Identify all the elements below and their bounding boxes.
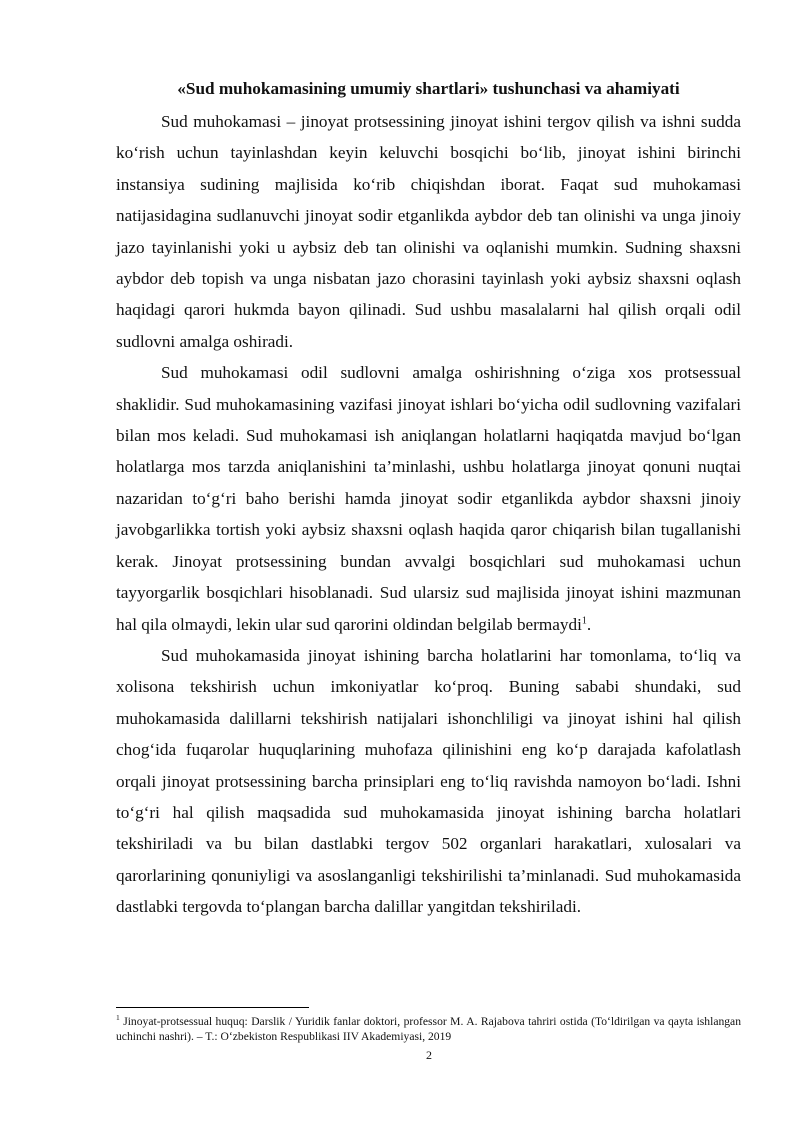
paragraph-3: Sud muhokamasida jinoyat ishining barcha holatlarini har tomonlama, to‘liq va xolisona tekshirish uchun imkoniyatlar ko‘proq. Buning sababi shundaki, sud muhokamasida dalillarni tekshirish natijalari ishonchliligi va jinoyat ishini hal qilish chog‘ida fuqarolar huquqlarining muhofaza qilinishini eng ko‘p darajada kafolatlash orqali jinoyat protsessining barcha prinsiplari eng to‘liq ravishda namoyon bo‘ladi. Ishni to‘g‘ri hal qilish maqsadida sud muhokamasida jinoyat ishining barcha holatlari tekshiriladi va bu bilan dastlabki tergov 502 organlari harakatlari, xulosalari va qarorlarining qonuniyligi va asoslanganligi tekshirilishi ta’minlanadi. Sud muhokamasida dastlabki tergovda to‘plangan barcha dalillar yangitdan tekshiriladi. bbox=[116, 645, 741, 917]
paragraph-1: Sud muhokamasi – jinoyat protsessining jinoyat ishini tergov qilish va ishni sudda ko‘rish uchun tayinlashdan keyin keluvchi bosqichi bo‘lib, jinoyat ishini birinchi instansiya sudining majlisida ko‘rib chiqishdan iborat. Faqat sud muhokamasi natijasidagina sudlanuvchi jinoyat sodir etganlikda aybdor deb tan olinishi va unga jinoiy jazo tayinlanishi yoki u aybsiz deb tan olinishi va oqlanishi mumkin. Sudning shaxsni aybdor deb topish va unga nisbatan jazo chorasini tayinlash yoki aybsiz shaxsni oqlash haqidagi qarori hukmda bayon qilinadi. Sud ushbu masalalarni hal qilish orqali odil sudlovni amalga oshiradi. bbox=[116, 112, 741, 351]
section-title: «Sud muhokamasining umumiy shartlari» tushunchasi va ahamiyati bbox=[177, 79, 680, 98]
paragraph-2 bbox=[116, 357, 741, 640]
footnote bbox=[116, 1014, 741, 1044]
footnote-reference[interactable]: 1 bbox=[581, 614, 587, 626]
paragraph-2-text: Sud muhokamasi odil sudlovni amalga oshirishning o‘ziga xos protsessual shaklidir. Sud muhokamasining vazifasi jinoyat ishlari bo‘yicha odil sudlovning vazifalari bilan mos keladi. Sud muhokamasi ish aniqlangan holatlarni haqiqatda mavjud bo‘lgan holatlarga mos tarzda aniqlanishini ta’minlashi, ushbu holatlarga jinoyat qonuni nuqtai nazaridan to‘g‘ri baho berishi hamda jinoyat sodir etganlikda aybdor shaxsni jinoiy javobgarlikka tortish yoki aybsiz shaxsni oqlash haqida qaror chiqarish bilan tugallanishi kerak. Jinoyat protsessining bundan avvalgi bosqichlari sud muhokamasi uchun tayyorgarlik bosqichlari hisoblanadi. Sud ularsiz sud majlisida jinoyat ishini mazmunan hal qila olmaydi, lekin ular sud qarorini oldindan belgilab bermaydi bbox=[116, 363, 741, 634]
footnote-marker: 1 bbox=[116, 1013, 120, 1023]
document-body bbox=[116, 72, 741, 923]
page-number: 2 bbox=[426, 1048, 432, 1062]
paragraph-2-end: . bbox=[586, 614, 592, 634]
footnote-text: Jinoyat-protsessual huquq: Darslik / Yuridik fanlar doktori, professor M. A. Rajabova tahriri ostida (To‘ldirilgan va qayta ishlangan uchinchi nashri). – T.: O‘zbekiston Respublikasi IIV Akademiyasi, 2019 bbox=[116, 1015, 741, 1043]
footnote-separator bbox=[116, 1007, 309, 1008]
